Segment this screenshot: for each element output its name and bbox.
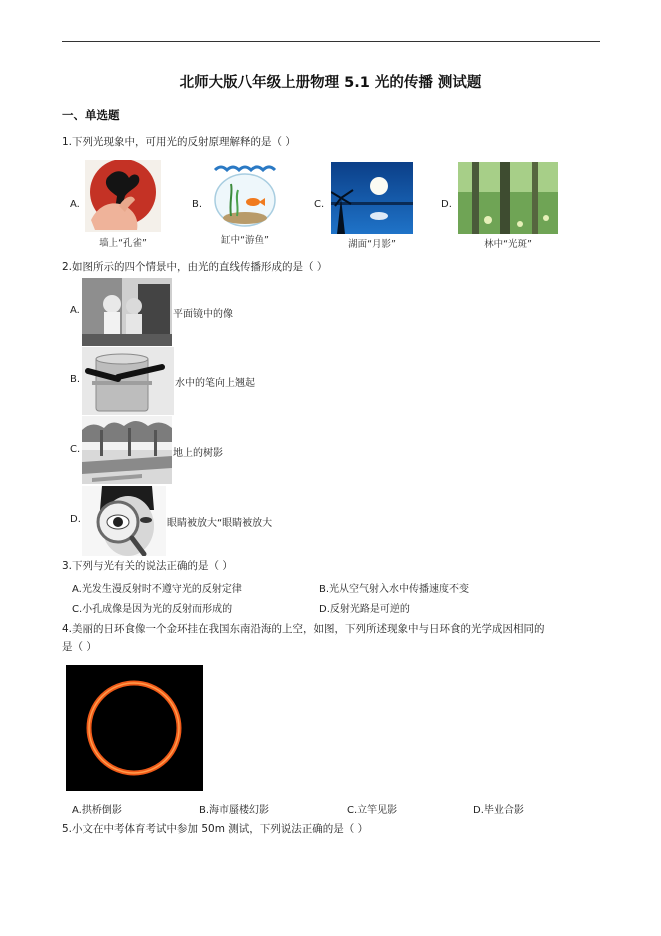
q1-option-d-letter[interactable]: D.	[441, 199, 452, 210]
q4-option-a-letter: A.	[72, 805, 82, 816]
q2-option-a-letter[interactable]: A.	[70, 305, 80, 316]
q1-option-c-caption: 湖面“月影”	[348, 239, 396, 250]
q4-option-a-text: 拱桥倒影	[81, 805, 122, 816]
q2-option-b-letter[interactable]: B.	[70, 374, 81, 385]
q4-option-c-text: 立竿见影	[357, 805, 398, 816]
q4-option-c[interactable]	[347, 801, 397, 816]
q4-option-b-text: 海市蜃楼幻影	[209, 805, 270, 816]
q3-option-b-text: 光从空气射入水中传播速度不变	[329, 584, 470, 595]
q3-option-d[interactable]	[319, 600, 410, 615]
q2-option-b-text: 水中的笔向上翘起	[175, 378, 255, 389]
q1-option-b-image[interactable]	[207, 160, 283, 232]
q2-option-d-letter[interactable]: D.	[70, 514, 81, 525]
q3-option-c-text: 小孔成像是因为光的反射而形成的	[82, 604, 233, 615]
q2-option-d-image[interactable]	[82, 486, 166, 556]
q1-option-c-letter[interactable]: C.	[314, 199, 325, 210]
q1-option-c-image[interactable]	[331, 162, 413, 234]
q4-option-d-letter: D.	[473, 805, 484, 816]
q2-option-d-text: 眼睛被放大“眼睛被放大	[167, 518, 273, 529]
q3-option-c[interactable]	[72, 600, 232, 615]
q1-option-d-caption: 林中“光斑”	[484, 239, 532, 250]
q4-option-b[interactable]	[199, 801, 269, 816]
header-rule	[62, 41, 600, 42]
q2-option-b-image[interactable]	[82, 347, 174, 415]
q4-option-d-text: 毕业合影	[483, 805, 524, 816]
q1-option-a-image[interactable]	[85, 160, 161, 232]
question-2-stem: 2.如图所示的四个情景中，由光的直线传播形成的是（ ）	[62, 261, 328, 273]
q3-option-b[interactable]	[319, 580, 469, 595]
q1-option-a-caption: 墙上“孔雀”	[99, 238, 147, 249]
section-heading: 一、单选题	[62, 108, 120, 122]
q4-option-a[interactable]	[72, 801, 122, 816]
q2-option-c-image[interactable]	[82, 416, 172, 484]
q3-option-a-letter: A.	[72, 584, 82, 595]
q1-option-d-image[interactable]	[458, 162, 558, 234]
q2-option-c-text: 地上的树影	[173, 448, 223, 459]
q2-option-a-text: 平面镜中的像	[173, 309, 233, 320]
q2-option-a-image[interactable]	[82, 278, 172, 346]
q4-annular-eclipse-image	[66, 665, 203, 791]
q3-option-a[interactable]	[72, 580, 242, 595]
question-4-stem-line1: 4.美丽的日环食像一个金环挂在我国东南沿海的上空，如图，下列所述现象中与日环食的光学成因相同的	[62, 623, 545, 635]
q1-option-a-letter[interactable]: A.	[70, 199, 80, 210]
q4-option-d[interactable]	[473, 801, 524, 816]
q3-option-d-letter: D.	[319, 604, 330, 615]
q1-option-b-caption: 缸中“游鱼”	[221, 235, 269, 246]
q2-option-c-letter[interactable]: C.	[70, 444, 81, 455]
question-3-stem: 3.下列与光有关的说法正确的是（ ）	[62, 560, 233, 572]
question-1-stem: 1.下列光现象中，可用光的反射原理解释的是（ ）	[62, 136, 296, 148]
question-5-stem: 5.小文在中考体育考试中参加 50m 测试，下列说法正确的是（ ）	[62, 823, 369, 835]
q3-option-b-letter: B.	[319, 584, 330, 595]
q3-option-d-text: 反射光路是可逆的	[329, 604, 410, 615]
q3-option-c-letter: C.	[72, 604, 83, 615]
page-title: 北师大版八年级上册物理 5.1 光的传播 测试题	[179, 75, 482, 91]
q4-option-b-letter: B.	[199, 805, 210, 816]
question-4-stem-line2: 是（ ）	[62, 641, 97, 653]
q3-option-a-text: 光发生漫反射时不遵守光的反射定律	[81, 584, 242, 595]
q4-option-c-letter: C.	[347, 805, 358, 816]
q1-option-b-letter[interactable]: B.	[192, 199, 203, 210]
